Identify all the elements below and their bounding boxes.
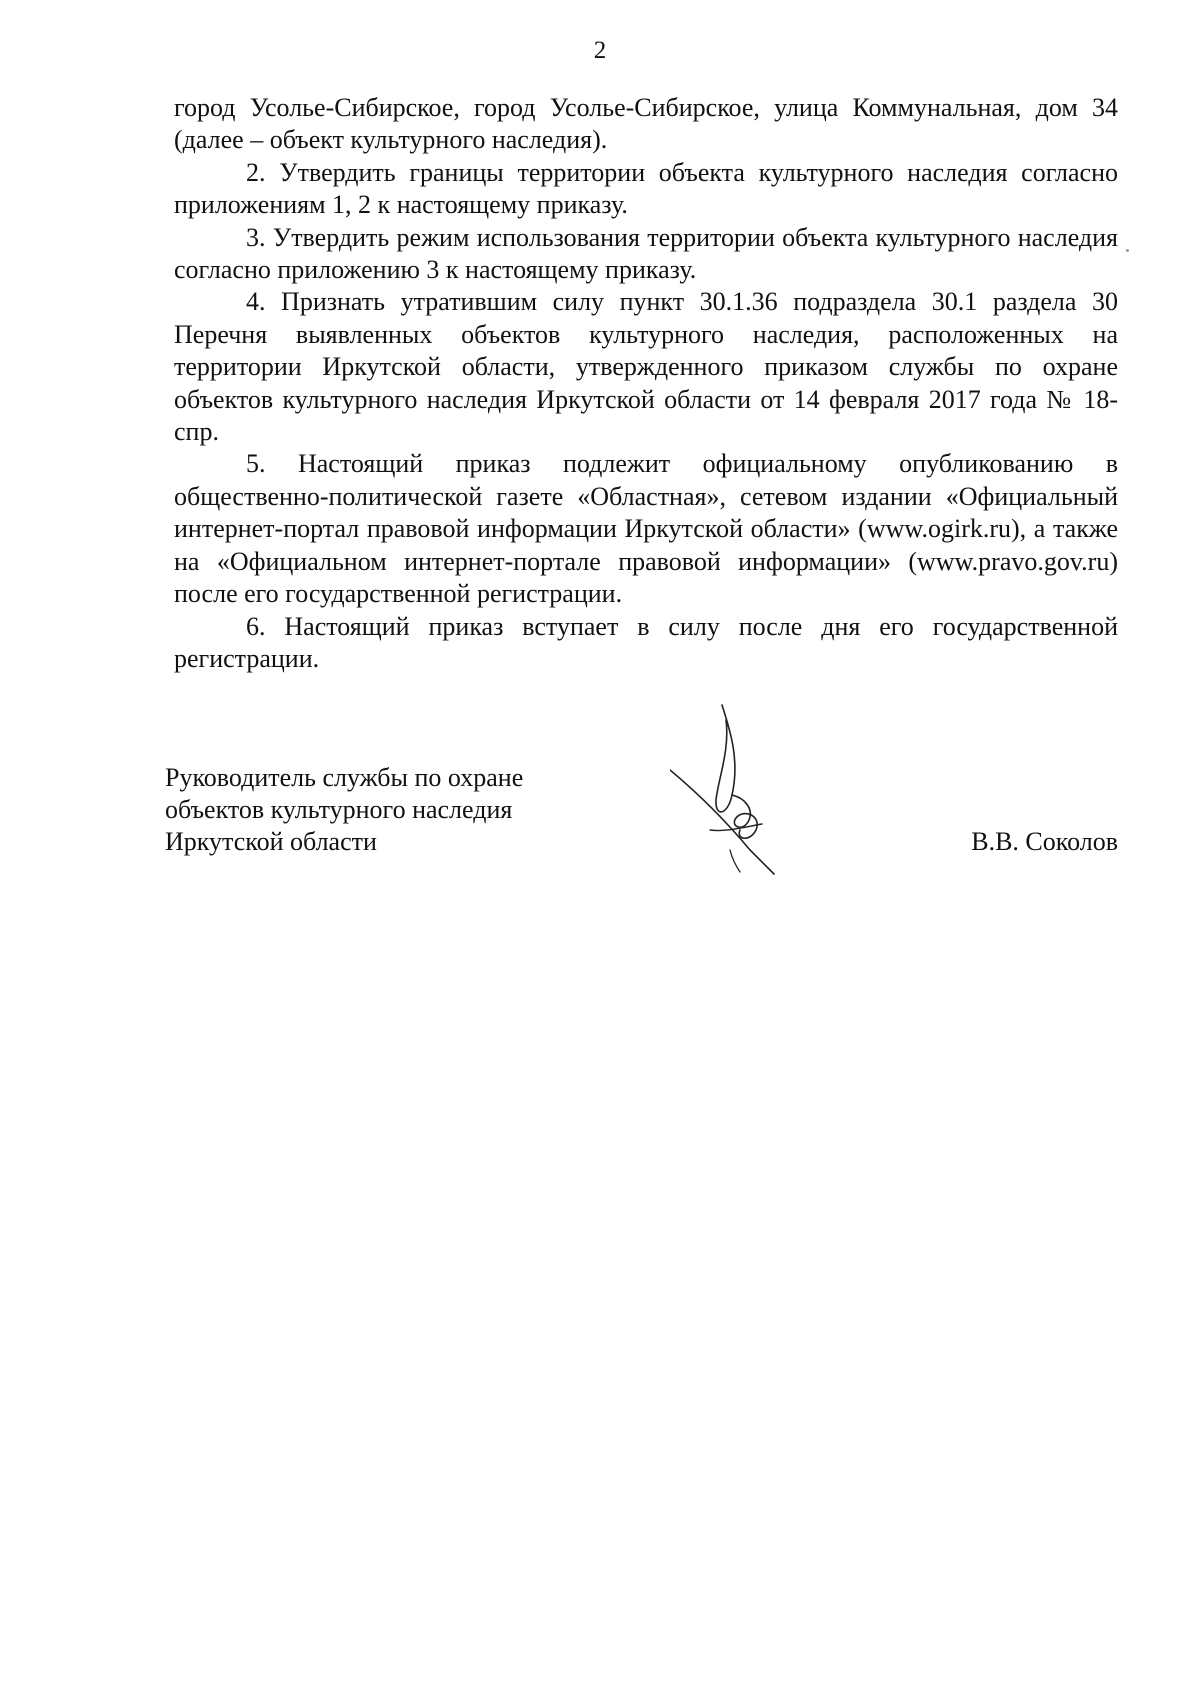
paragraph-item-3: 3. Утвердить режим использования территории объекта культурного наследия согласно приложению 3 к настоящему приказу. bbox=[174, 222, 1118, 285]
paragraph-item-4: 4. Признать утратившим силу пункт 30.1.36 подраздела 30.1 раздела 30 Перечня выявленных объектов культурного наследия, расположенных на территории Иркутской области, утвержденного приказом службы по охране объектов культурного наследия Иркутской области от 14 февраля 2017 года № 18-спр. bbox=[174, 287, 1118, 447]
signatory-position-line: Иркутской области bbox=[165, 827, 377, 856]
signatory-position-line: объектов культурного наследия bbox=[165, 795, 513, 824]
handwritten-signature bbox=[670, 700, 800, 875]
paragraph-item-2: 2. Утвердить границы территории объекта культурного наследия согласно приложениям 1, 2 к настоящему приказу. bbox=[174, 157, 1118, 220]
paragraph-continuation: город Усолье-Сибирское, город Усолье-Сибирское, улица Коммунальная, дом 34 (далее – объект культурного наследия). bbox=[174, 93, 1118, 155]
paragraph-item-5: 5. Настоящий приказ подлежит официальному опубликованию в общественно-политической газете «Областная», сетевом издании «Официальный интернет-портал правовой информации Иркутской области» (www.ogirk.ru), а также на «Официальном интернет-портале правовой информации» (www.pravo.gov.ru) после его государственной регистрации. bbox=[174, 449, 1118, 609]
page-number: 2 bbox=[593, 37, 607, 64]
scan-artifact bbox=[1126, 249, 1129, 252]
signatory-name: В.В. Соколов bbox=[971, 827, 1118, 856]
document-body bbox=[174, 92, 1118, 675]
signatory-position-line: Руководитель службы по охране bbox=[165, 763, 524, 792]
signatory-position bbox=[165, 762, 523, 858]
paragraph-item-6: 6. Настоящий приказ вступает в силу после дня его государственной регистрации. bbox=[174, 611, 1118, 673]
